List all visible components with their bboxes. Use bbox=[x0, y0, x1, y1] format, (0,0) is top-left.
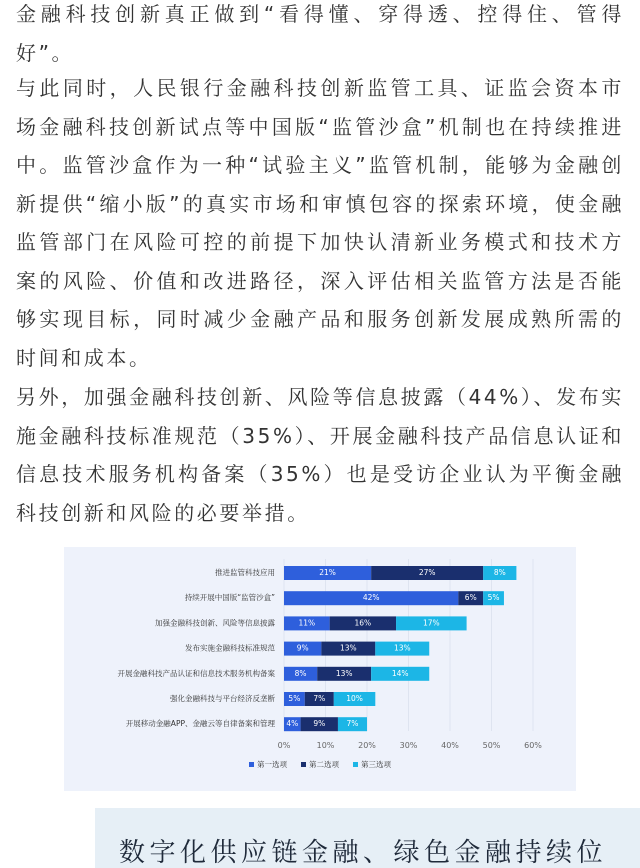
bar-value-label: 10% bbox=[346, 694, 363, 703]
bar-value-label: 8% bbox=[493, 568, 506, 577]
legend-swatch bbox=[301, 762, 306, 767]
legend-label: 第三选项 bbox=[361, 760, 391, 769]
bar-value-label: 13% bbox=[393, 643, 411, 653]
bar-value-label: 17% bbox=[422, 618, 440, 628]
paragraph: 另外，加强金融科技创新、风险等信息披露（44%）、发布实施金融科技标准规范（35%）、开展金融科技产品信息认证和信息技术服务机构备案（35%）也是受访企业认为平衡金融科技创新和风险的必要举措。 bbox=[16, 385, 624, 525]
x-tick-label: 60% bbox=[524, 741, 542, 750]
x-tick-label: 50% bbox=[482, 741, 501, 750]
legend-label: 第一选项 bbox=[257, 760, 287, 769]
bar-value-label: 9% bbox=[313, 719, 326, 729]
bar-value-label: 4% bbox=[286, 719, 299, 729]
bar-value-label: 16% bbox=[354, 618, 372, 628]
legend-label: 第二选项 bbox=[309, 760, 339, 769]
category-label: 发布实施金融科技标准规范 bbox=[185, 643, 275, 653]
stacked-bar-chart bbox=[64, 547, 576, 791]
category-label: 强化金融科技与平台经济反垄断 bbox=[170, 694, 275, 703]
bar-value-label: 8% bbox=[294, 668, 307, 678]
bar-value-label: 7% bbox=[346, 719, 359, 729]
bar-value-label: 5% bbox=[487, 593, 500, 603]
legend-swatch bbox=[353, 762, 358, 767]
bar-value-label: 13% bbox=[339, 643, 357, 653]
bar-value-label: 14% bbox=[391, 668, 409, 678]
bar-value-label: 6% bbox=[464, 593, 477, 603]
section-banner-inner bbox=[95, 808, 615, 868]
bar-value-label: 11% bbox=[298, 618, 316, 628]
bar-value-label: 9% bbox=[296, 643, 309, 653]
legend-swatch bbox=[249, 762, 254, 767]
category-label: 开展移动金融APP、金融云等自律备案和管理 bbox=[125, 719, 275, 729]
category-label: 加强金融科技创新、风险等信息披露 bbox=[155, 618, 275, 628]
bar-value-label: 13% bbox=[335, 668, 353, 678]
category-label: 持续开展中国版“监管沙盒” bbox=[184, 593, 275, 603]
bar-value-label: 42% bbox=[362, 593, 380, 603]
section-heading: 数字化供应链金融、绿色金融持续位 bbox=[119, 838, 608, 868]
category-label: 推进监管科技应用 bbox=[215, 568, 275, 577]
bar-value-label: 7% bbox=[313, 694, 326, 703]
paragraph: 金融科技创新真正做到“看得懂、穿得透、控得住、管得好”。 bbox=[16, 2, 624, 65]
x-tick-label: 20% bbox=[358, 741, 376, 750]
bar-value-label: 5% bbox=[288, 694, 301, 703]
bar-value-label: 21% bbox=[319, 568, 336, 577]
chart-panel bbox=[64, 547, 576, 791]
bar-value-label: 27% bbox=[418, 568, 436, 577]
x-tick-label: 40% bbox=[441, 741, 459, 750]
paragraph: 与此同时，人民银行金融科技创新监管工具、证监会资本市场金融科技创新试点等中国版“监管沙盒”机制也在持续推进中。监管沙盒作为一种“试验主义”监管机制，能够为金融创新提供“缩小版”的真实市场和审慎包容的探索环境，使金融监管部门在风险可控的前提下加快认清新业务模式和技术方案的风险、价值和改进路径，深入评估相关监管方法是否能够实现目标，同时减少金融产品和服务创新发展成熟所需的时间和成本。 bbox=[16, 76, 624, 370]
x-tick-label: 10% bbox=[316, 741, 335, 750]
x-tick-label: 30% bbox=[399, 741, 418, 750]
category-label: 开展金融科技产品认证和信息技术服务机构备案 bbox=[117, 668, 275, 678]
x-tick-label: 0% bbox=[277, 741, 291, 750]
section-banner bbox=[95, 808, 640, 868]
